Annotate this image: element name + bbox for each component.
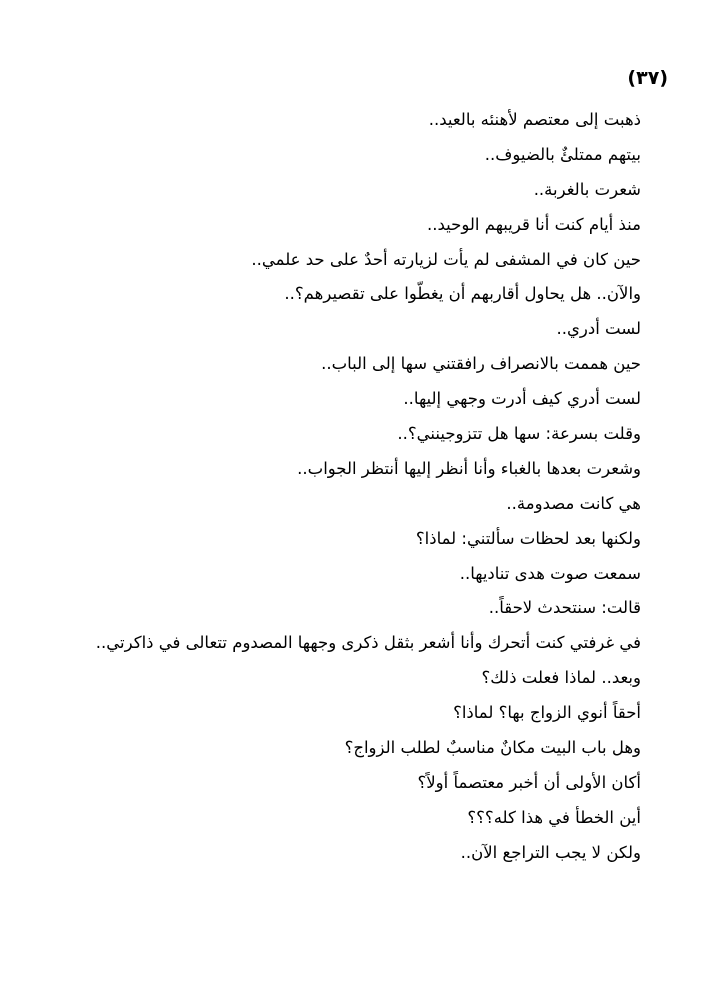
text-line: سمعت صوت هدى تناديها.. [459,563,641,583]
text-line: لست أدري.. [556,319,641,339]
text-line: وهل باب البيت مكانٌ مناسبٌ لطلب الزواج؟ [344,738,641,758]
text-line: والآن.. هل يحاول أقاربهم أن يغطّوا على تقصيرهم؟.. [284,284,641,304]
text-line: ولكنها بعد لحظات سألتني: لماذا؟ [415,528,641,548]
text-line: في غرفتي كنت أتحرك وأنا أشعر بثقل ذكرى وجهها المصدوم تتعالى في ذاكرتي.. [95,633,641,653]
text-line: شعرت بالغربة.. [533,179,641,199]
text-line: ذهبت إلى معتصم لأهنئه بالعيد.. [428,110,641,129]
text-line: أين الخطأ في هذا كله؟؟؟ [467,807,641,827]
text-line: أكان الأولى أن أخبر معتصماً أولاً؟ [417,772,641,792]
text-line: بيتهم ممتلئٌ بالضيوف.. [484,144,641,164]
text-line: وشعرت بعدها بالغباء وأنا أنظر إليها أنتظر الجواب.. [297,458,641,478]
text-body [21,106,641,874]
text-line: وبعد.. لماذا فعلت ذلك؟ [481,668,641,688]
text-line: منذ أيام كنت أنا قريبهم الوحيد.. [427,214,641,234]
text-line: قالت: سنتحدث لاحقاً.. [488,598,641,618]
text-line: وقلت بسرعة: سها هل تتزوجينني؟.. [397,424,641,444]
text-line: حين كان في المشفى لم يأت لزيارته أحدٌ على حد علمي.. [251,249,641,269]
text-line: هي كانت مصدومة.. [506,493,641,513]
text-line: ولكن لا يجب التراجع الآن.. [460,842,641,862]
text-line: حين هممت بالانصراف رافقتني سها إلى الباب.. [321,354,641,374]
text-line: أحقاً أنوي الزواج بها؟ لماذا؟ [453,703,641,723]
page-number: (٣٧) [627,67,668,89]
text-line: لست أدري كيف أدرت وجهي إليها.. [403,389,641,409]
